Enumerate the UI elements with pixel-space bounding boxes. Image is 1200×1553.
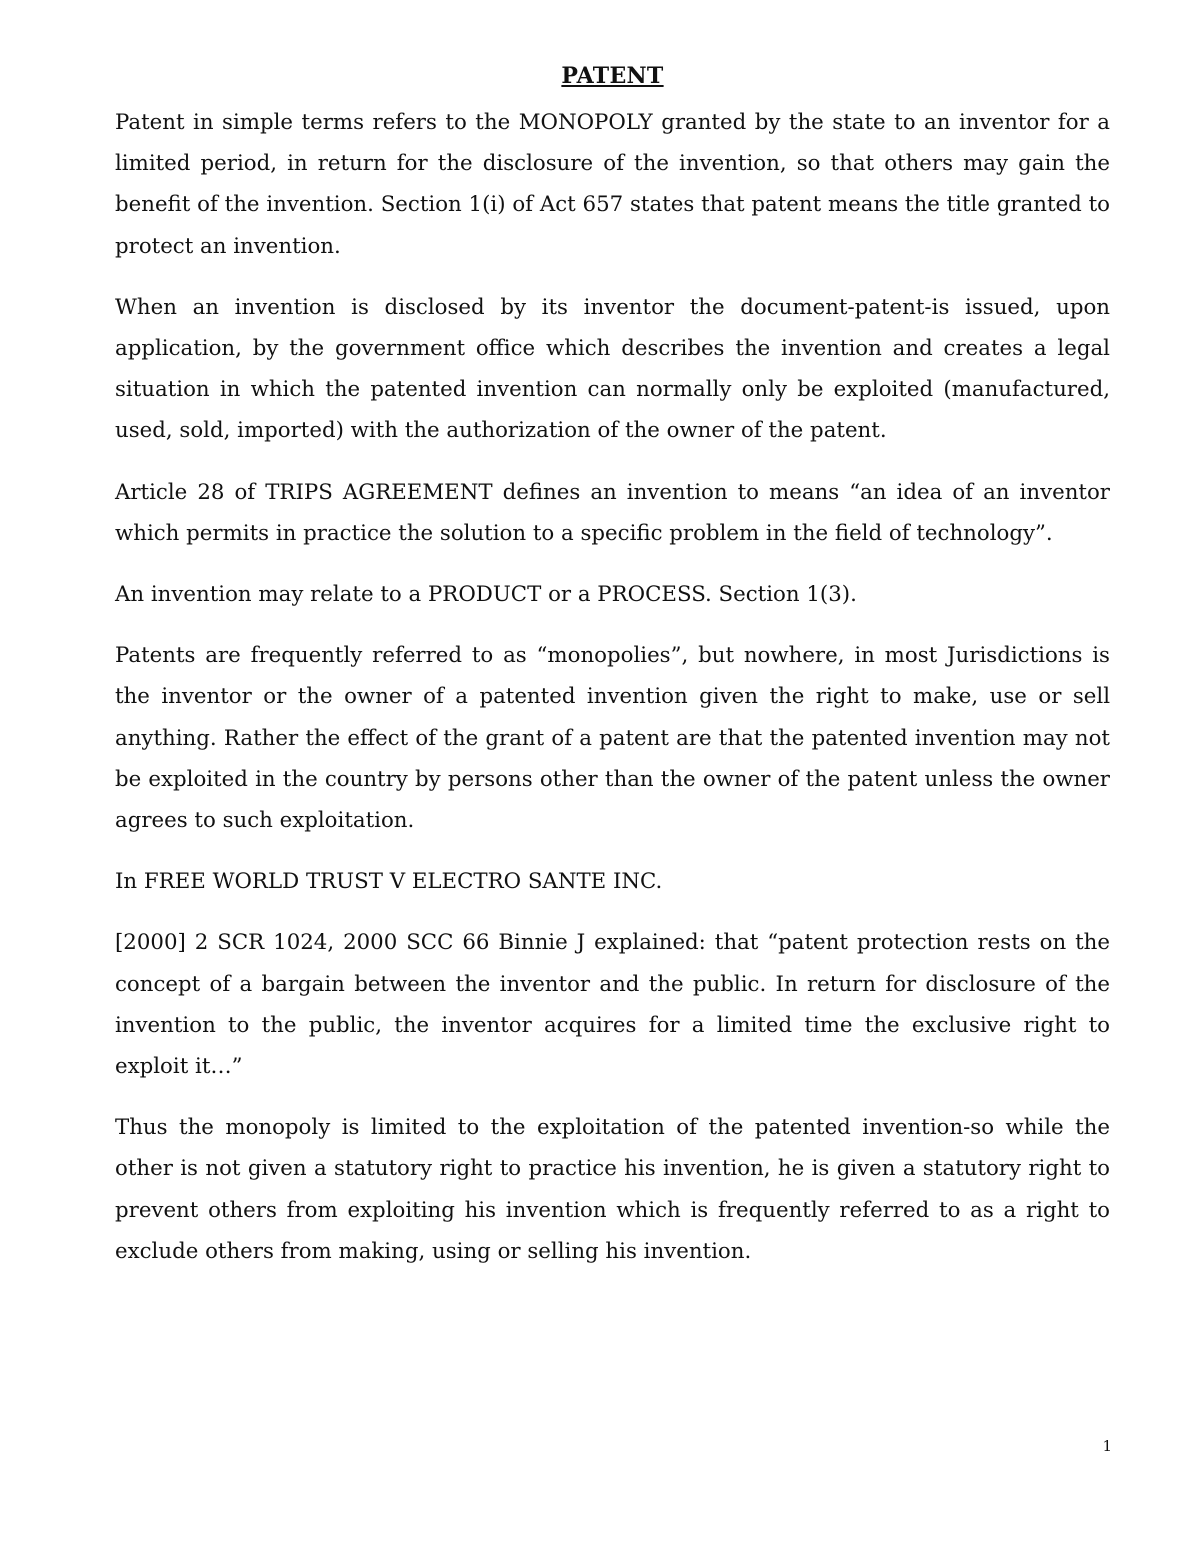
page-title: PATENT bbox=[561, 63, 664, 89]
paragraph-conclusion: Thus the monopoly is limited to the exploitation of the patented invention-so while the other is not given a statutory right to practice his invention, he is given a statutory right to prevent others from exploiting his invention which is frequently referred to as a right to exclude others from making, using or selling his invention. bbox=[115, 1115, 1110, 1264]
page-number: 1 bbox=[1102, 1437, 1112, 1455]
paragraph-disclosure: When an invention is disclosed by its inventor the document-patent-is issued, upon application, by the government office which describes the invention and creates a legal situation in which the patented invention can normally only be exploited (manufactured, used, sold, imported) with the authorization of the owner of the patent. bbox=[115, 294, 1110, 444]
document-body bbox=[115, 58, 1110, 1292]
paragraph-product-process: An invention may relate to a PRODUCT or a PROCESS. Section 1(3). bbox=[115, 582, 857, 608]
paragraph-case-name: In FREE WORLD TRUST V ELECTRO SANTE INC. bbox=[115, 869, 663, 895]
paragraph-definition: Patent in simple terms refers to the MONOPOLY granted by the state to an inventor for a limited period, in return for the disclosure of the invention, so that others may gain the benefit of the invention. Section 1(i) of Act 657 states that patent means the title granted to protect an invention. bbox=[115, 110, 1110, 259]
paragraph-monopolies: Patents are frequently referred to as “monopolies”, but nowhere, in most Jurisdictions is the inventor or the owner of a patented invention given the right to make, use or sell anything. Rather the effect of the grant of a patent are that the patented invention may not be exploited in the country by persons other than the owner of the patent unless the owner agrees to such exploitation. bbox=[115, 643, 1110, 834]
paragraph-case-citation: [2000] 2 SCR 1024, 2000 SCC 66 Binnie J explained: that “patent protection rests on the concept of a bargain between the inventor and the public. In return for disclosure of the invention to the public, the inventor acquires for a limited time the exclusive right to exploit it…” bbox=[115, 930, 1110, 1080]
paragraph-trips-article: Article 28 of TRIPS AGREEMENT defines an invention to means “an idea of an inventor which permits in practice the solution to a specific problem in the field of technology”. bbox=[115, 479, 1110, 546]
